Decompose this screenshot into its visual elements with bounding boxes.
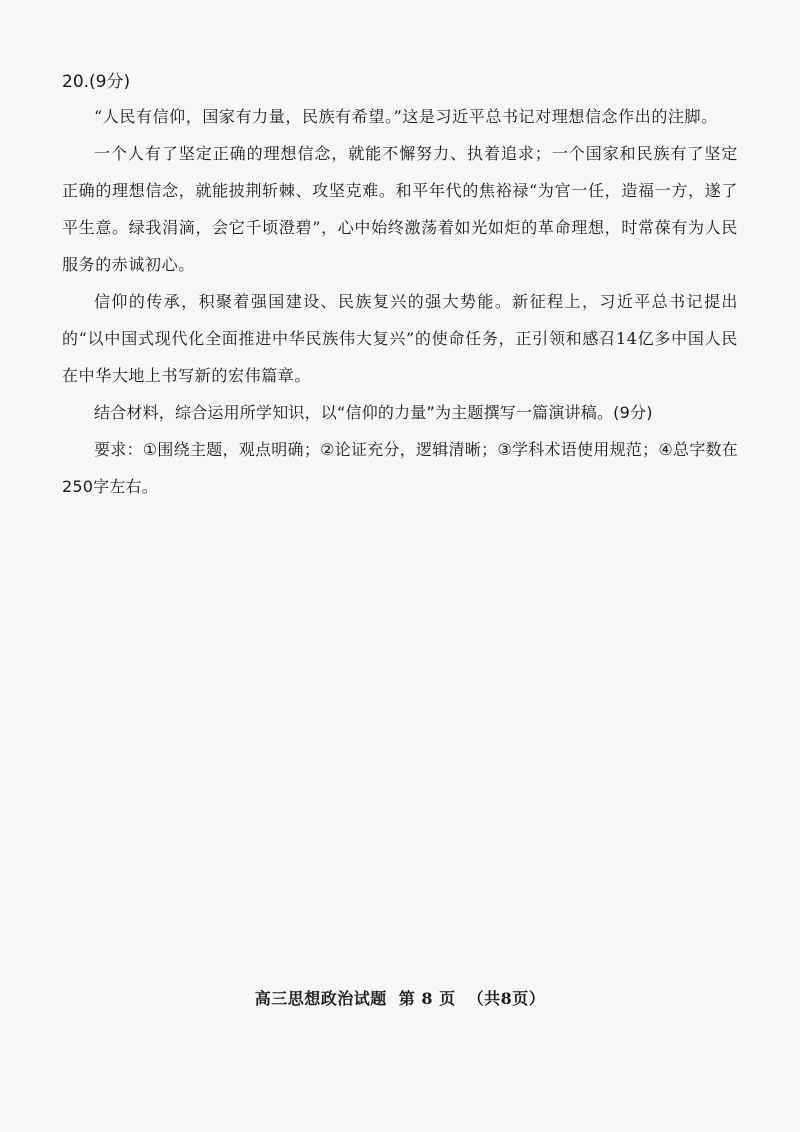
task-instruction: 结合材料，综合运用所学知识，以“信仰的力量”为主题撰写一篇演讲稿。(9分) (94, 403, 653, 422)
material-paragraph-3: 信仰的传承，积聚着强国建设、民族复兴的强大势能。新征程上，习近平总书记提出的“以中国式现代化全面推进中华民族伟大复兴”的使命任务，正引领和感召14亿多中国人民在中华大地上书写新的宏伟篇章。 (62, 292, 738, 385)
task-requirements: 要求：①围绕主题，观点明确；②论证充分，逻辑清晰；③学科术语使用规范；④总字数在250字左右。 (62, 440, 738, 496)
question-number: 20.(9分) (62, 72, 131, 92)
footer-page-number: 第 8 页 (398, 989, 456, 1008)
page-footer (0, 986, 800, 1009)
footer-subject: 高三思想政治试题 (254, 989, 387, 1008)
question-20 (62, 68, 738, 505)
footer-total-pages: （共8页） (467, 989, 546, 1008)
material-paragraph-2: 一个人有了坚定正确的理想信念，就能不懈努力、执着追求；一个国家和民族有了坚定正确的理想信念，就能披荆斩棘、攻坚克难。和平年代的焦裕禄“为官一任，造福一方，遂了平生意。绿我涓滴，会它千顷澄碧”，心中始终激荡着如光如炬的革命理想，时常葆有为人民服务的赤诚初心。 (62, 144, 738, 274)
material-paragraph-1: “人民有信仰，国家有力量，民族有希望。”这是习近平总书记对理想信念作出的注脚。 (94, 107, 718, 126)
